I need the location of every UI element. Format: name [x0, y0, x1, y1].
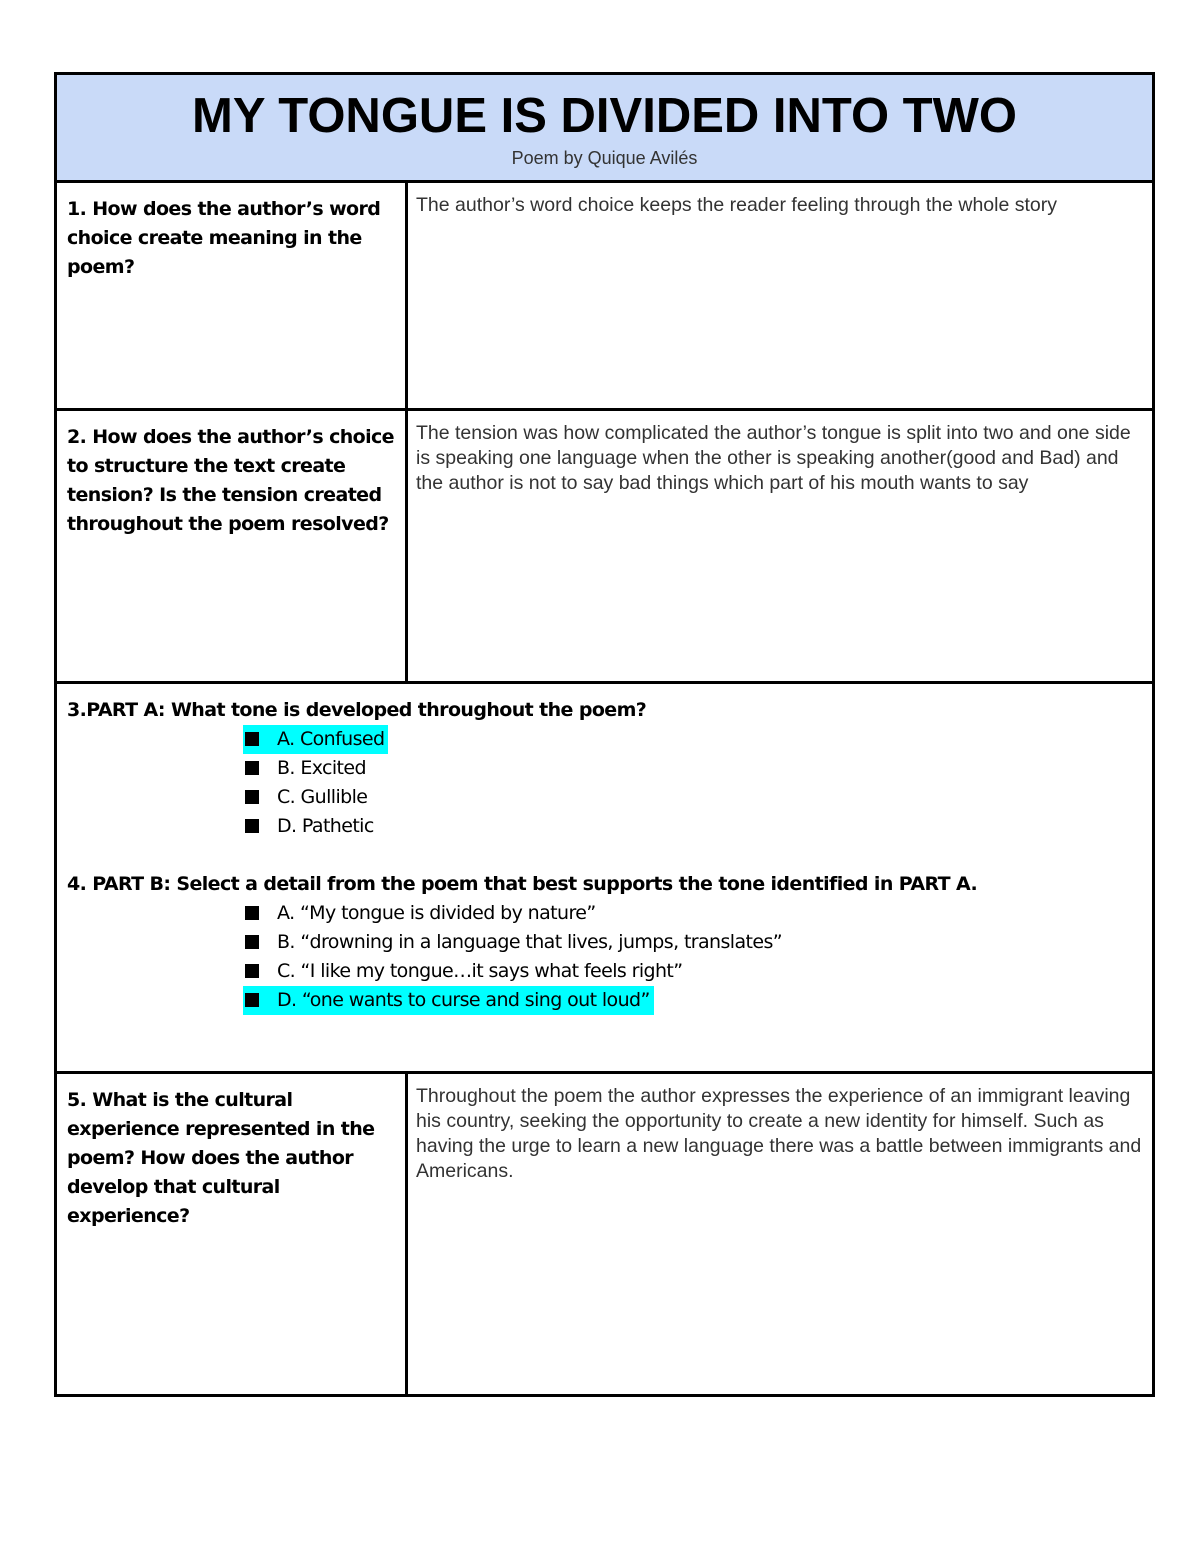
square-bullet-icon [245, 964, 259, 978]
q5-question-cell [56, 1073, 407, 1396]
q3-option-c [243, 783, 371, 812]
q3-option[interactable] [243, 812, 1142, 841]
q3-option[interactable] [243, 783, 1142, 812]
q3-option-a-label[interactable]: A. Confused [277, 728, 385, 750]
q1-answer[interactable]: The author’s word choice keeps the reader feeling through the whole story [416, 194, 1057, 216]
page-subtitle: Poem by Quique Avilés [511, 148, 698, 168]
q5-answer[interactable]: Throughout the poem the author expresses the experience of an immigrant leaving his country, seeking the opportunity to create a new identity for himself. Such as having the urge to learn a new language there was a battle between immigrants and Americans. [416, 1085, 1142, 1182]
q2-question: 2. How does the author’s choice to structure the text create tension? Is the tension created throughout the poem resolved? [67, 426, 394, 535]
q3-option-c-label[interactable]: C. Gullible [277, 786, 368, 808]
square-bullet-icon [245, 732, 259, 746]
q3-option-d-label[interactable]: D. Pathetic [277, 815, 374, 837]
q4-option-c-label[interactable]: C. “I like my tongue…it says what feels right” [277, 960, 683, 982]
square-bullet-icon [245, 790, 259, 804]
q4-option-d [243, 986, 654, 1015]
q3-option-b [243, 754, 370, 783]
q5-question: 5. What is the cultural experience represented in the poem? How does the author develop that cultural experience? [67, 1089, 375, 1227]
q2-answer-cell[interactable] [407, 410, 1154, 683]
square-bullet-icon [245, 819, 259, 833]
q4-options [67, 899, 1142, 1015]
q1-answer-cell[interactable] [407, 182, 1154, 410]
header-cell [56, 74, 1154, 182]
q4-option[interactable] [243, 928, 1142, 957]
q3-option[interactable] [243, 725, 1142, 754]
q2-answer[interactable]: The tension was how complicated the author’s tongue is split into two and one side is speaking one language when the other is speaking another(good and Bad) and the author is not to say bad things which part of his mouth wants to say [416, 422, 1131, 494]
q4-question: 4. PART B: Select a detail from the poem that best supports the tone identified in PART A. [67, 873, 978, 895]
q4-option-c [243, 957, 687, 986]
multiple-choice-cell [56, 683, 1154, 1073]
square-bullet-icon [245, 906, 259, 920]
q4-option[interactable] [243, 899, 1142, 928]
square-bullet-icon [245, 935, 259, 949]
worksheet-table [54, 72, 1155, 1397]
q4-option-b [243, 928, 786, 957]
q3-options [67, 725, 1142, 841]
q4-option-a-label[interactable]: A. “My tongue is divided by nature” [277, 902, 596, 924]
q3-option-a [243, 725, 388, 754]
square-bullet-icon [245, 761, 259, 775]
q3-option-d [243, 812, 378, 841]
q4-option-b-label[interactable]: B. “drowning in a language that lives, jumps, translates” [277, 931, 782, 953]
q3-question: 3.PART A: What tone is developed throughout the poem? [67, 699, 647, 721]
square-bullet-icon [245, 993, 259, 1007]
q3-option-b-label[interactable]: B. Excited [277, 757, 366, 779]
q2-question-cell [56, 410, 407, 683]
q5-answer-cell[interactable] [407, 1073, 1154, 1396]
q4-option-a [243, 899, 600, 928]
page-title: MY TONGUE IS DIVIDED INTO TWO [192, 89, 1017, 143]
q4-option[interactable] [243, 986, 1142, 1015]
q4-option[interactable] [243, 957, 1142, 986]
q1-question-cell [56, 182, 407, 410]
q4-option-d-label[interactable]: D. “one wants to curse and sing out loud” [277, 989, 650, 1011]
q3-option[interactable] [243, 754, 1142, 783]
q1-question: 1. How does the author’s word choice create meaning in the poem? [67, 198, 381, 278]
